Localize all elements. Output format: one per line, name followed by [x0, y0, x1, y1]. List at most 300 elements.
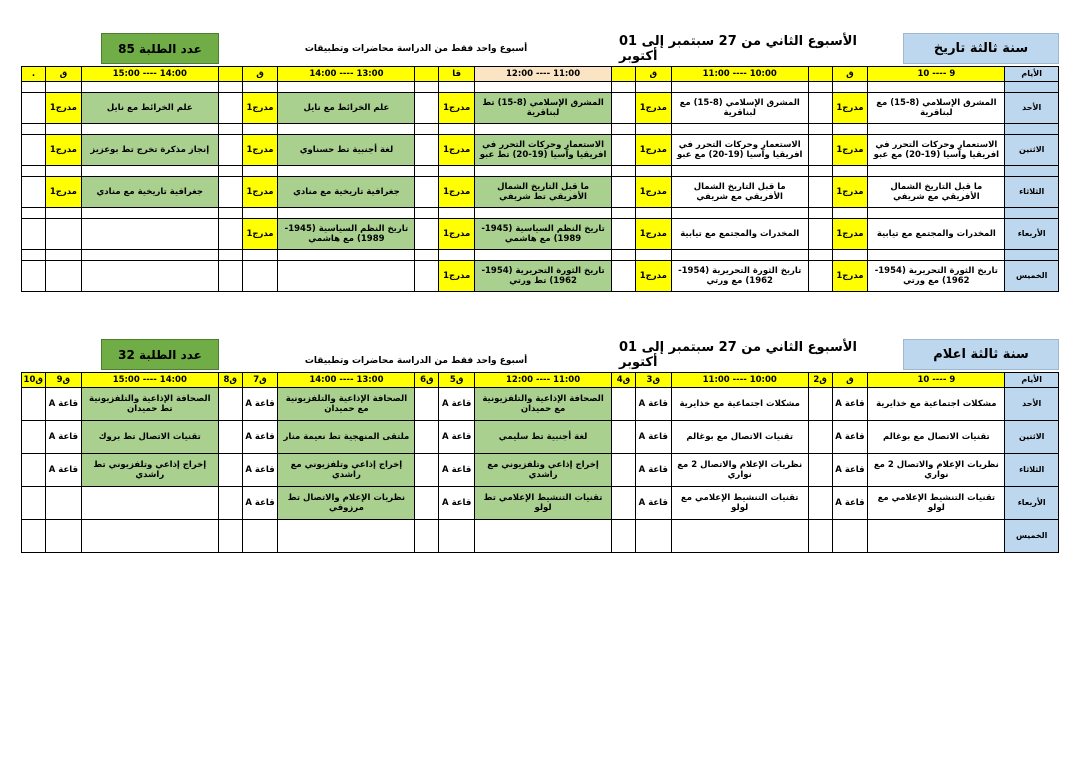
empty-cell	[22, 454, 46, 487]
spacer-cell	[218, 124, 242, 135]
header-cell: 11:00 ---- 12:00	[475, 67, 612, 82]
room-cell: قاعة A	[439, 487, 475, 520]
table-row	[22, 520, 1059, 553]
header-cell: ق10	[22, 373, 46, 388]
room-cell	[46, 261, 82, 292]
course-cell: الصحافة الإذاعية والتلفزيونية تط حميدان	[81, 388, 218, 421]
day-cell: الثلاثاء	[1005, 177, 1059, 208]
empty-cell	[22, 487, 46, 520]
course-cell: إخراج إذاعي وتلفزيوني تط راشدي	[81, 454, 218, 487]
header-cell: 13:00 ---- 14:00	[278, 373, 415, 388]
room-cell	[242, 261, 278, 292]
course-cell: إخراج إذاعي وتلفزيوني مع راشدي	[278, 454, 415, 487]
empty-cell	[612, 261, 636, 292]
room-cell: مدرج1	[439, 261, 475, 292]
empty-cell	[218, 421, 242, 454]
room-cell: قاعة A	[242, 454, 278, 487]
spacer-cell	[439, 124, 475, 135]
spacer-cell	[1005, 166, 1059, 177]
empty-cell	[218, 219, 242, 250]
day-cell: الأحد	[1005, 388, 1059, 421]
empty-cell	[808, 487, 832, 520]
room-cell: مدرج1	[46, 93, 82, 124]
empty-cell	[22, 135, 46, 166]
spacer-cell	[218, 82, 242, 93]
spacer-cell	[22, 124, 46, 135]
empty-cell	[612, 520, 636, 553]
spacer-cell	[612, 82, 636, 93]
room-cell: مدرج1	[635, 135, 671, 166]
course-cell: المشرق الإسلامي (8-15) مع لبناقرية	[868, 93, 1005, 124]
empty-cell	[415, 261, 439, 292]
empty-cell	[218, 93, 242, 124]
header-cell: ق	[46, 67, 82, 82]
room-cell: مدرج1	[439, 177, 475, 208]
course-cell	[671, 520, 808, 553]
spacer-cell	[242, 82, 278, 93]
room-cell: قاعة A	[46, 454, 82, 487]
empty-cell	[22, 219, 46, 250]
empty-cell	[612, 219, 636, 250]
room-cell: قاعة A	[46, 388, 82, 421]
spacer-cell	[832, 166, 868, 177]
spacer-cell	[612, 208, 636, 219]
empty-cell	[218, 487, 242, 520]
empty-cell	[415, 93, 439, 124]
room-cell: مدرج1	[832, 219, 868, 250]
empty-cell	[808, 93, 832, 124]
spacer-cell	[415, 82, 439, 93]
course-cell: ملتقى المنهجية تط نعيمة منار	[278, 421, 415, 454]
spacer-cell	[439, 208, 475, 219]
spacer-cell	[868, 82, 1005, 93]
course-cell: الصحافة الإذاعية والتلفزيونية مع حميدان	[278, 388, 415, 421]
spacer-cell	[242, 166, 278, 177]
table-row	[22, 93, 1059, 124]
spacer-cell	[1005, 250, 1059, 261]
header-cell: ق3	[635, 373, 671, 388]
course-cell: نظريات الإعلام والاتصال 2 مع نواري	[868, 454, 1005, 487]
empty-cell	[808, 219, 832, 250]
spacer-cell	[278, 124, 415, 135]
empty-cell	[218, 454, 242, 487]
empty-cell	[808, 388, 832, 421]
room-cell: مدرج1	[439, 219, 475, 250]
table-header-row	[22, 373, 1059, 388]
room-cell: مدرج1	[242, 135, 278, 166]
spacer-cell	[808, 208, 832, 219]
spacer-cell	[635, 250, 671, 261]
spacer-cell	[81, 250, 218, 261]
table-row	[22, 454, 1059, 487]
course-cell	[278, 520, 415, 553]
spacer-cell	[242, 250, 278, 261]
course-cell: نظريات الإعلام والاتصال 2 مع نواري	[671, 454, 808, 487]
course-cell: تقنيات الاتصال تط بروك	[81, 421, 218, 454]
course-cell: تاريخ الثورة التحريرية (1954-1962) مع ورتي	[671, 261, 808, 292]
room-cell	[46, 487, 82, 520]
media-schedule	[21, 339, 1059, 561]
course-cell: الصحافة الإذاعية والتلفزيونية مع حميدان	[475, 388, 612, 421]
course-cell	[475, 520, 612, 553]
empty-cell	[218, 261, 242, 292]
empty-cell	[415, 454, 439, 487]
empty-cell	[612, 487, 636, 520]
spacer-cell	[832, 124, 868, 135]
room-cell: قاعة A	[635, 454, 671, 487]
spacer-cell	[868, 208, 1005, 219]
course-cell: مشكلات اجتماعية مع خذايرية	[671, 388, 808, 421]
spacer-row	[22, 250, 1059, 261]
week-label: الأسبوع الثاني من 27 سبتمبر إلى 01 أكتوبر	[619, 339, 857, 370]
header-cell: ق9	[46, 373, 82, 388]
course-cell: المشرق الإسلامي (8-15) مع لبناقرية	[671, 93, 808, 124]
student-count: عدد الطلبة 85	[101, 33, 219, 64]
room-cell: مدرج1	[439, 135, 475, 166]
room-cell: قاعة A	[832, 487, 868, 520]
header-cell: 14:00 ---- 15:00	[81, 67, 218, 82]
spacer-cell	[415, 166, 439, 177]
schedule-note: أسبوع واحد فقط من الدراسة محاضرات وتطبيقات	[304, 43, 528, 54]
week-label: الأسبوع الثاني من 27 سبتمبر إلى 01 أكتوبر	[619, 33, 857, 64]
schedule-note: أسبوع واحد فقط من الدراسة محاضرات وتطبيقات	[304, 355, 528, 366]
empty-cell	[22, 388, 46, 421]
course-cell: إخراج إذاعي وتلفزيوني مع راشدي	[475, 454, 612, 487]
day-cell: الثلاثاء	[1005, 454, 1059, 487]
day-cell: الأحد	[1005, 93, 1059, 124]
spacer-cell	[218, 166, 242, 177]
room-cell: قاعة A	[439, 388, 475, 421]
course-cell: تاريخ النظم السياسية (1945-1989) مع هاشمي	[475, 219, 612, 250]
day-cell: الخميس	[1005, 261, 1059, 292]
course-cell: ما قبل التاريخ الشمال الأفريقي تط شريفي	[475, 177, 612, 208]
room-cell: مدرج1	[635, 177, 671, 208]
empty-cell	[415, 177, 439, 208]
empty-cell	[612, 454, 636, 487]
table-header-row	[22, 67, 1059, 82]
course-cell: مشكلات اجتماعية مع خذايرية	[868, 388, 1005, 421]
day-cell: الأربعاء	[1005, 487, 1059, 520]
room-cell: مدرج1	[635, 93, 671, 124]
course-cell	[868, 520, 1005, 553]
empty-cell	[22, 261, 46, 292]
header-cell: ق2	[808, 373, 832, 388]
header-days: الأيام	[1005, 67, 1059, 82]
room-cell	[439, 520, 475, 553]
spacer-cell	[808, 124, 832, 135]
spacer-cell	[46, 82, 82, 93]
course-cell: تقنيات الاتصال مع بوغالم	[868, 421, 1005, 454]
room-cell	[242, 520, 278, 553]
course-cell: لغة أجنبية تط حسناوي	[278, 135, 415, 166]
spacer-cell	[415, 124, 439, 135]
spacer-cell	[218, 250, 242, 261]
spacer-cell	[868, 124, 1005, 135]
spacer-cell	[832, 208, 868, 219]
course-cell: الاستعمار وحركات التحرر في افريقيا وآسيا (19-20) تط عبو	[475, 135, 612, 166]
class-title: سنة ثالثة اعلام	[903, 339, 1059, 370]
spacer-cell	[46, 124, 82, 135]
course-cell	[81, 219, 218, 250]
spacer-cell	[475, 166, 612, 177]
empty-cell	[612, 177, 636, 208]
header-cell: 11:00 ---- 12:00	[475, 373, 612, 388]
room-cell: مدرج1	[242, 177, 278, 208]
table-row	[22, 135, 1059, 166]
course-cell: تاريخ الثورة التحريرية (1954-1962) تط ورتي	[475, 261, 612, 292]
room-cell: قاعة A	[832, 388, 868, 421]
empty-cell	[612, 135, 636, 166]
room-cell: مدرج1	[46, 135, 82, 166]
spacer-cell	[81, 166, 218, 177]
course-cell: إنجاز مذكرة تخرج تط بوعزيز	[81, 135, 218, 166]
room-cell	[46, 520, 82, 553]
header-cell: 10:00 ---- 11:00	[671, 373, 808, 388]
header-cell	[808, 67, 832, 82]
room-cell: مدرج1	[832, 177, 868, 208]
media-header	[21, 339, 1059, 370]
empty-cell	[22, 421, 46, 454]
header-cell	[218, 67, 242, 82]
table-row	[22, 388, 1059, 421]
room-cell: قاعة A	[242, 487, 278, 520]
empty-cell	[218, 388, 242, 421]
header-cell: ق	[832, 67, 868, 82]
course-cell: تقنيات التنشيط الإعلامي مع لولو	[671, 487, 808, 520]
course-cell: المخدرات والمجتمع مع تيابية	[868, 219, 1005, 250]
table-row	[22, 261, 1059, 292]
spacer-cell	[81, 124, 218, 135]
course-cell: تقنيات الاتصال مع بوغالم	[671, 421, 808, 454]
course-cell: لغة أجنبية تط سليمي	[475, 421, 612, 454]
spacer-cell	[22, 250, 46, 261]
course-cell: علم الخرائط مع نايل	[81, 93, 218, 124]
course-cell	[81, 520, 218, 553]
header-cell: .	[22, 67, 46, 82]
spacer-cell	[868, 250, 1005, 261]
history-table	[21, 66, 1059, 292]
empty-cell	[22, 520, 46, 553]
room-cell: مدرج1	[46, 177, 82, 208]
course-cell: ما قبل التاريخ الشمال الأفريقي مع شريفي	[868, 177, 1005, 208]
spacer-cell	[868, 166, 1005, 177]
header-cell: 10:00 ---- 11:00	[671, 67, 808, 82]
empty-cell	[22, 177, 46, 208]
spacer-cell	[439, 82, 475, 93]
course-cell: علم الخرائط مع نايل	[278, 93, 415, 124]
spacer-cell	[46, 208, 82, 219]
empty-cell	[808, 454, 832, 487]
room-cell: قاعة A	[242, 421, 278, 454]
room-cell: مدرج1	[832, 135, 868, 166]
spacer-cell	[671, 208, 808, 219]
spacer-cell	[81, 82, 218, 93]
spacer-cell	[612, 124, 636, 135]
spacer-cell	[612, 250, 636, 261]
spacer-cell	[242, 208, 278, 219]
spacer-cell	[415, 208, 439, 219]
header-cell: قا	[439, 67, 475, 82]
header-cell: ق	[635, 67, 671, 82]
room-cell: مدرج1	[242, 219, 278, 250]
room-cell	[46, 219, 82, 250]
course-cell: تاريخ النظم السياسية (1945-1989) مع هاشمي	[278, 219, 415, 250]
spacer-cell	[22, 166, 46, 177]
spacer-cell	[1005, 124, 1059, 135]
room-cell: مدرج1	[635, 219, 671, 250]
empty-cell	[415, 388, 439, 421]
empty-cell	[808, 520, 832, 553]
course-cell	[81, 261, 218, 292]
empty-cell	[808, 135, 832, 166]
header-days: الأيام	[1005, 373, 1059, 388]
spacer-cell	[635, 208, 671, 219]
spacer-cell	[439, 250, 475, 261]
header-cell	[415, 67, 439, 82]
empty-cell	[415, 219, 439, 250]
course-cell	[81, 487, 218, 520]
spacer-cell	[671, 124, 808, 135]
spacer-cell	[1005, 208, 1059, 219]
course-cell: نظريات الإعلام والاتصال تط مرزوقي	[278, 487, 415, 520]
room-cell: مدرج1	[832, 93, 868, 124]
spacer-row	[22, 208, 1059, 219]
spacer-row	[22, 82, 1059, 93]
room-cell: قاعة A	[439, 454, 475, 487]
empty-cell	[415, 520, 439, 553]
spacer-cell	[242, 124, 278, 135]
room-cell: قاعة A	[46, 421, 82, 454]
room-cell: قاعة A	[832, 454, 868, 487]
spacer-cell	[635, 82, 671, 93]
empty-cell	[415, 135, 439, 166]
day-cell: الاثنين	[1005, 135, 1059, 166]
room-cell: قاعة A	[439, 421, 475, 454]
spacer-cell	[832, 82, 868, 93]
room-cell: قاعة A	[635, 487, 671, 520]
day-cell: الاثنين	[1005, 421, 1059, 454]
spacer-cell	[22, 208, 46, 219]
table-row	[22, 219, 1059, 250]
room-cell	[832, 520, 868, 553]
header-cell: ق6	[415, 373, 439, 388]
spacer-cell	[81, 208, 218, 219]
room-cell	[635, 520, 671, 553]
spacer-cell	[671, 250, 808, 261]
history-schedule	[21, 33, 1059, 328]
spacer-cell	[1005, 82, 1059, 93]
header-cell: ق	[832, 373, 868, 388]
room-cell: مدرج1	[635, 261, 671, 292]
spacer-cell	[612, 166, 636, 177]
table-row	[22, 421, 1059, 454]
course-cell: تقنيات التنشيط الإعلامي مع لولو	[868, 487, 1005, 520]
spacer-cell	[278, 208, 415, 219]
spacer-cell	[475, 208, 612, 219]
course-cell: الاستعمار وحركات التحرر في افريقيا وآسيا (19-20) مع عبو	[671, 135, 808, 166]
spacer-cell	[671, 166, 808, 177]
spacer-cell	[635, 124, 671, 135]
empty-cell	[808, 261, 832, 292]
room-cell: قاعة A	[635, 421, 671, 454]
empty-cell	[415, 487, 439, 520]
header-cell: ق5	[439, 373, 475, 388]
header-cell: ق7	[242, 373, 278, 388]
spacer-row	[22, 124, 1059, 135]
spacer-cell	[278, 82, 415, 93]
spacer-cell	[671, 82, 808, 93]
room-cell: مدرج1	[242, 93, 278, 124]
day-cell: الأربعاء	[1005, 219, 1059, 250]
empty-cell	[612, 421, 636, 454]
day-cell: الخميس	[1005, 520, 1059, 553]
header-cell	[612, 67, 636, 82]
header-cell: 13:00 ---- 14:00	[278, 67, 415, 82]
course-cell: تقنيات التنشيط الإعلامي تط لولو	[475, 487, 612, 520]
spacer-cell	[475, 250, 612, 261]
header-cell: ق8	[218, 373, 242, 388]
header-cell: 9 ---- 10	[868, 67, 1005, 82]
course-cell: تاريخ الثورة التحريرية (1954-1962) مع ورتي	[868, 261, 1005, 292]
room-cell: قاعة A	[242, 388, 278, 421]
header-cell: ق4	[612, 373, 636, 388]
course-cell: المخدرات والمجتمع مع تيابية	[671, 219, 808, 250]
spacer-cell	[439, 166, 475, 177]
empty-cell	[612, 388, 636, 421]
room-cell: مدرج1	[439, 93, 475, 124]
course-cell: جغرافية تاريخية مع منادي	[81, 177, 218, 208]
spacer-cell	[475, 124, 612, 135]
spacer-cell	[278, 166, 415, 177]
empty-cell	[218, 135, 242, 166]
course-cell: جغرافية تاريخية مع منادي	[278, 177, 415, 208]
spacer-cell	[635, 166, 671, 177]
course-cell: ما قبل التاريخ الشمال الأفريقي مع شريفي	[671, 177, 808, 208]
history-header	[21, 33, 1059, 64]
spacer-cell	[808, 250, 832, 261]
empty-cell	[612, 93, 636, 124]
header-cell: 9 ---- 10	[868, 373, 1005, 388]
header-cell: 14:00 ---- 15:00	[81, 373, 218, 388]
student-count: عدد الطلبة 32	[101, 339, 219, 370]
table-row	[22, 487, 1059, 520]
spacer-cell	[475, 82, 612, 93]
spacer-cell	[832, 250, 868, 261]
spacer-row	[22, 166, 1059, 177]
spacer-cell	[46, 250, 82, 261]
course-cell	[278, 261, 415, 292]
empty-cell	[415, 421, 439, 454]
class-title: سنة ثالثة تاريخ	[903, 33, 1059, 64]
room-cell: مدرج1	[832, 261, 868, 292]
room-cell: قاعة A	[832, 421, 868, 454]
header-cell: ق	[242, 67, 278, 82]
media-table	[21, 372, 1059, 553]
empty-cell	[808, 177, 832, 208]
empty-cell	[808, 421, 832, 454]
spacer-cell	[22, 82, 46, 93]
empty-cell	[22, 93, 46, 124]
course-cell: المشرق الإسلامي (8-15) تط لبناقرية	[475, 93, 612, 124]
spacer-cell	[218, 208, 242, 219]
room-cell: قاعة A	[635, 388, 671, 421]
table-row	[22, 177, 1059, 208]
spacer-cell	[415, 250, 439, 261]
empty-cell	[218, 177, 242, 208]
course-cell: الاستعمار وحركات التحرر في افريقيا وآسيا (19-20) مع عبو	[868, 135, 1005, 166]
spacer-cell	[808, 82, 832, 93]
spacer-cell	[808, 166, 832, 177]
